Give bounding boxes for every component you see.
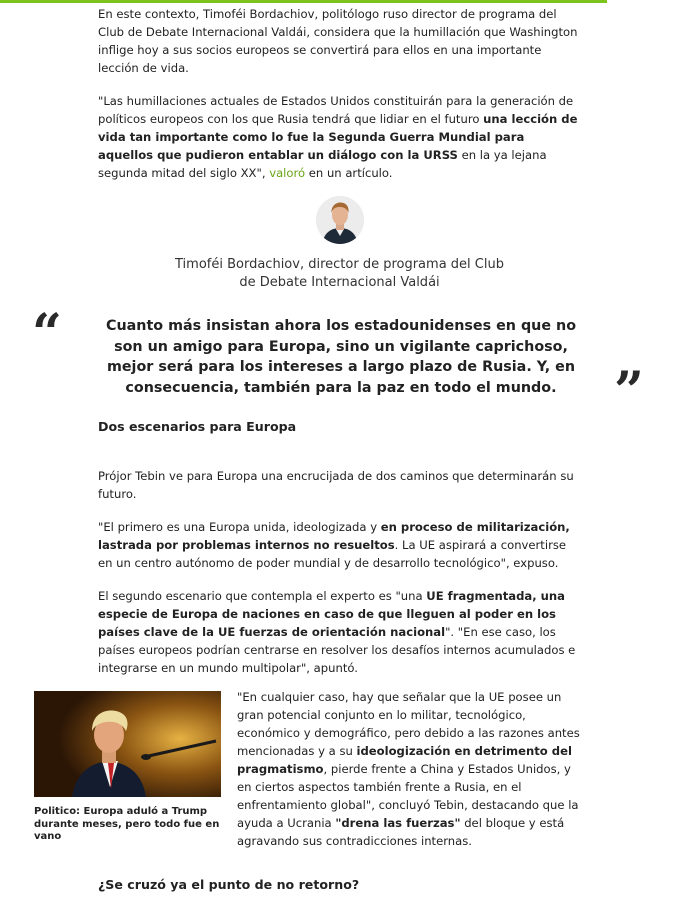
paragraph-tebin-conclusion bbox=[237, 688, 583, 850]
paragraph-first-scenario bbox=[98, 518, 580, 572]
open-quote-icon: “ bbox=[32, 303, 62, 364]
section-heading: Dos escenarios para Europa bbox=[98, 419, 297, 434]
paragraph-bold: en proceso de militarización, lastrada por problemas internos no resueltos bbox=[98, 520, 570, 552]
paragraph-tebin-intro: Prójor Tebin ve para Europa una encrucijada de dos caminos que determinarán su futuro. bbox=[98, 469, 574, 501]
paragraph-bold: una lección de vida tan importante como lo fue la Segunda Guerra Mundial para aquellos que pudieron entablar un diálogo con la URSS bbox=[98, 112, 578, 162]
paragraph-bold: "drena las fuerzas" bbox=[335, 816, 461, 830]
paragraph-text: "Las humillaciones actuales de Estados Unidos constituirán para la generación de políticos europeos con los que Rusia tendrá que lidiar en el futuro bbox=[98, 94, 574, 126]
paragraph-text: del bloque y está agravando sus contradicciones internas. bbox=[237, 816, 565, 848]
related-article-card[interactable] bbox=[34, 691, 221, 844]
paragraph-second-scenario bbox=[98, 587, 580, 677]
paragraph-bordachiov-quote bbox=[98, 92, 580, 182]
top-accent-bar bbox=[0, 0, 607, 3]
paragraph-text: en un artículo. bbox=[305, 166, 393, 180]
author-avatar bbox=[316, 196, 364, 244]
paragraph-text: en la ya lejana segunda mitad del siglo XX", bbox=[98, 148, 547, 180]
related-article-image[interactable] bbox=[34, 691, 221, 797]
author-caption-line: Timoféi Bordachiov, director de programa del Club bbox=[175, 257, 504, 272]
article-body bbox=[98, 5, 580, 197]
paragraph-bold: UE fragmentada, una especie de Europa de naciones en caso de que lleguen al poder en los países clave de la UE fuerzas de orientación nacional bbox=[98, 589, 565, 639]
paragraph-text: "En cualquier caso, hay que señalar que la UE posee un gran potencial conjunto en lo militar, tecnológico, económico y demográfico, pero debido a las razones antes mencionadas y a su bbox=[237, 690, 580, 758]
author-portrait-icon bbox=[316, 196, 364, 244]
section-heading-no-retorno: ¿Se cruzó ya el punto de no retorno? bbox=[98, 877, 360, 892]
close-quote-icon: ” bbox=[614, 361, 644, 422]
paragraph-bordachiov-context: En este contexto, Timoféi Bordachiov, politólogo ruso director de programa del Club de Debate Internacional Valdái, considera que la humillación que Washington inflige hoy a sus socios europeos se convertirá para ellos en una importante lección de vida. bbox=[98, 7, 578, 75]
pull-quote: Cuanto más insistan ahora los estadounidenses en que no son un amigo para Europa, sino un vigilante caprichoso, mejor será para los intereses a largo plazo de Rusia. Y, en consecuencia, también para la paz en todo el mundo. bbox=[105, 318, 577, 396]
paragraph-bold: ideologización en detrimento del pragmatismo bbox=[237, 744, 572, 776]
author-caption bbox=[0, 256, 679, 292]
paragraph-text: ". "En ese caso, los países europeos podrían centrarse en resolver los desafíos internos acumulados e integrarse en un mundo multipolar", apuntó. bbox=[98, 625, 576, 675]
paragraph-text: , pierde frente a China y Estados Unidos, y en ciertos aspectos también frente a Rusia, en el enfrentamiento global", concluyó Tebin, destacando que la ayuda a Ucrania bbox=[237, 762, 579, 830]
author-block bbox=[0, 196, 679, 292]
paragraph-text: El segundo escenario que contempla el experto es "una bbox=[98, 589, 427, 603]
paragraph-text: "El primero es una Europa unida, ideologizada y bbox=[98, 520, 381, 534]
link-valoro[interactable]: valoró bbox=[269, 166, 306, 180]
paragraph-text: . La UE aspirará a convertirse en un centro autónomo de poder mundial y de desarrollo tecnológico", expuso. bbox=[98, 538, 567, 570]
section-escenarios bbox=[98, 418, 580, 692]
author-caption-line: de Debate Internacional Valdái bbox=[239, 275, 440, 290]
related-article-caption[interactable]: Politico: Europa aduló a Trump durante meses, pero todo fue en vano bbox=[34, 806, 220, 842]
